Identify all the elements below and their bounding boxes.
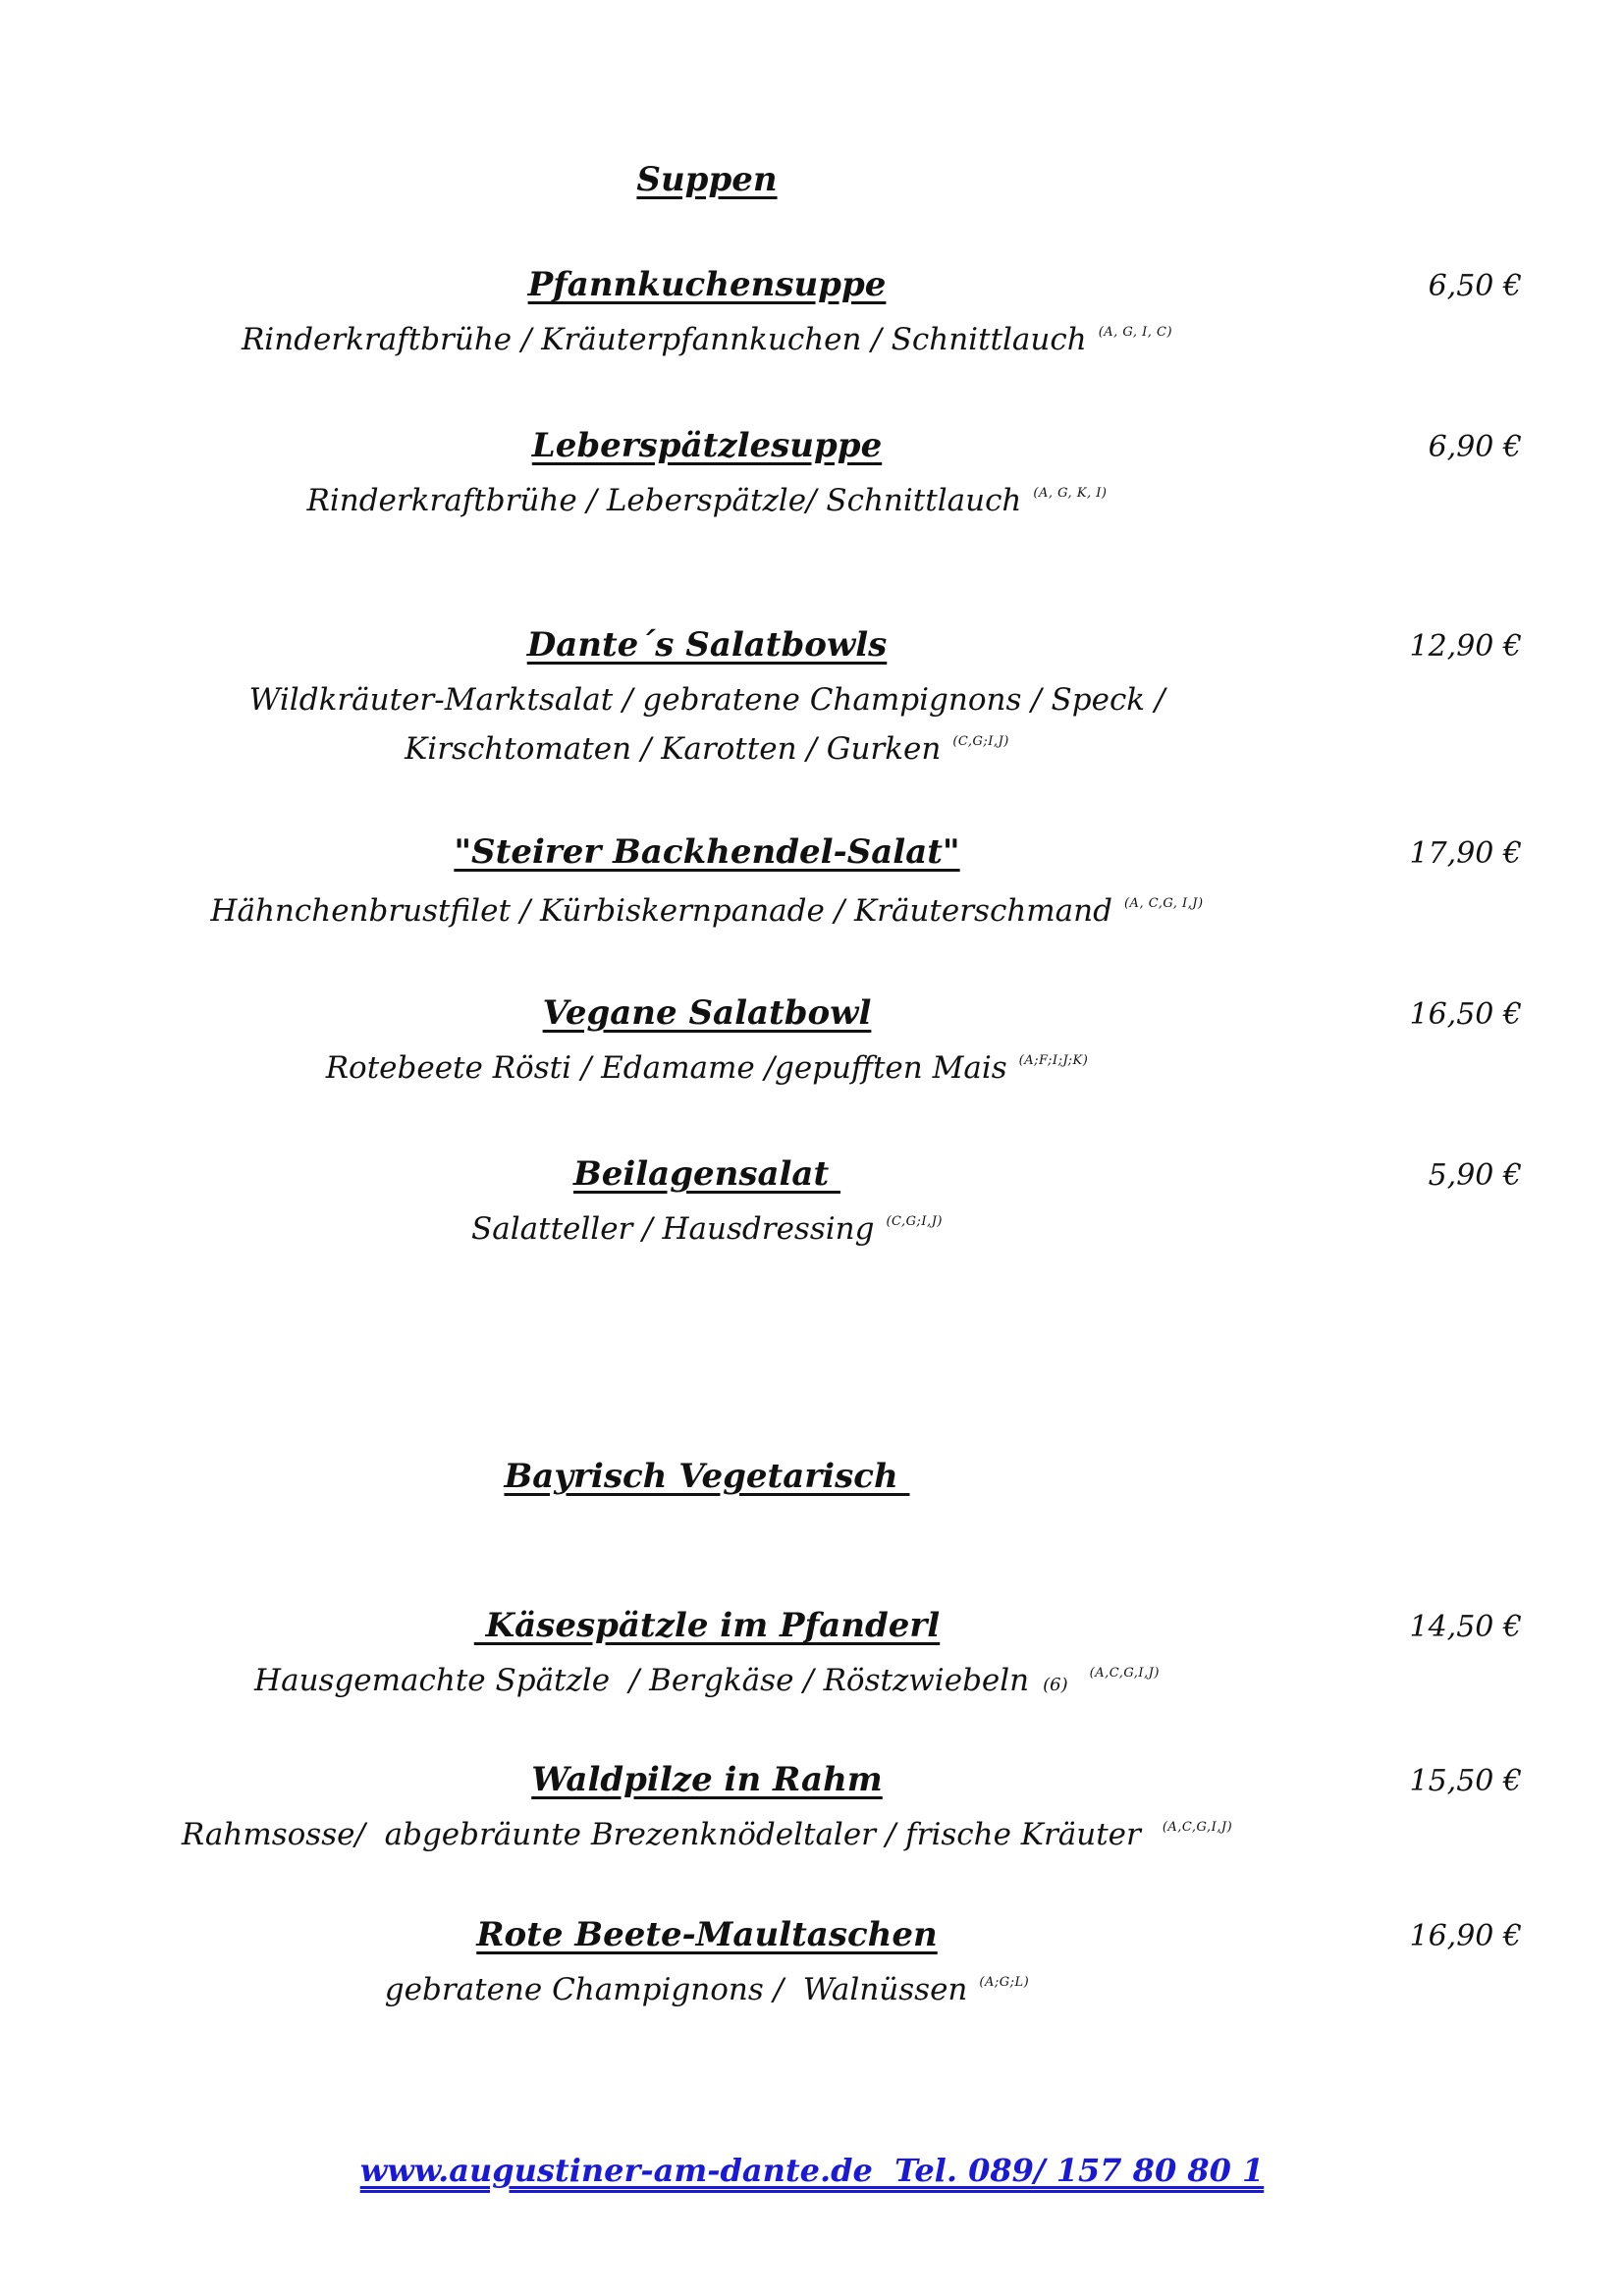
- section-title-bayrisch-vegetarisch: Bayrisch Vegetarisch: [504, 1457, 910, 1496]
- menu-item-description: Hausgemachte Spätzle / Bergkäse / Röstzwiebeln $(6)^{(A,C,G,I,J)}$: [254, 1663, 1160, 1698]
- menu-item-price: 6,50 €: [1428, 269, 1522, 303]
- allergen-codes: (A,C,G,I,J): [1089, 1666, 1160, 1681]
- allergen-codes: (A, G, I, C): [1098, 325, 1173, 340]
- footer-website-phone-link[interactable]: www.augustiner-am-dante.de Tel. 089/ 157 80 80 1: [359, 2152, 1265, 2189]
- menu-item-name: Beilagensalat: [572, 1154, 841, 1194]
- menu-item-price: 16,50 €: [1409, 997, 1522, 1032]
- menu-item-name: Dante´s Salatbowls: [526, 625, 888, 665]
- menu-item-description: Wildkräuter-Marktsalat / gebratene Champignons / Speck /: [248, 682, 1165, 718]
- menu-item-name: Käsespätzle im Pfanderl: [473, 1606, 941, 1645]
- allergen-codes: (A, C,G, I,J): [1123, 896, 1204, 911]
- menu-item-price: 17,90 €: [1409, 836, 1522, 871]
- allergen-codes: (C,G;I,J): [952, 734, 1009, 749]
- section-title-suppen: Suppen: [636, 160, 778, 199]
- allergen-codes: (A,C,G,I,J): [1162, 1820, 1233, 1835]
- menu-item-description: Rinderkraftbrühe / Kräuterpfannkuchen / Schnittlauch $^{(A, G, I, C)}$: [241, 322, 1173, 357]
- menu-item-price: 6,90 €: [1428, 430, 1522, 464]
- menu-item-price: 16,90 €: [1409, 1919, 1522, 1953]
- menu-item-description: gebratene Champignons / Walnüssen $^{(A;G;L)}$: [384, 1972, 1030, 2007]
- menu-item-name: Vegane Salatbowl: [542, 993, 872, 1033]
- allergen-codes: (A;G;L): [979, 1975, 1030, 1990]
- allergen-codes: (A;F;I;J;K): [1018, 1053, 1089, 1068]
- menu-item-description: Rinderkraftbrühe / Leberspätzle/ Schnittlauch $^{(A, G, K, I)}$: [306, 483, 1108, 518]
- menu-item-name: Leberspätzlesuppe: [531, 426, 883, 465]
- menu-item-name: "Steirer Backhendel-Salat": [454, 832, 960, 872]
- menu-item-price: 14,50 €: [1409, 1610, 1522, 1644]
- menu-item-price: 12,90 €: [1409, 629, 1522, 664]
- additive-note: (6): [1043, 1675, 1068, 1695]
- menu-item-description: Rotebeete Rösti / Edamame /gepufften Mais $^{(A;F;I;J;K)}$: [325, 1050, 1089, 1086]
- menu-item-description: Hähnchenbrustfilet / Kürbiskernpanade / Kräuterschmand $^{(A, C,G, I,J)}$: [210, 893, 1204, 929]
- menu-item-name: Pfannkuchensuppe: [527, 265, 887, 304]
- menu-item-price: 5,90 €: [1428, 1158, 1522, 1193]
- menu-item-description: Rahmsosse/ abgebräunte Brezenknödeltaler / frische Kräuter $^{(A,C,G,I,J)}$: [181, 1817, 1233, 1852]
- menu-item-name: Rote Beete-Maultaschen: [476, 1915, 938, 1954]
- allergen-codes: (C,G;I,J): [886, 1214, 943, 1229]
- menu-item-name: Waldpilze in Rahm: [531, 1760, 883, 1799]
- allergen-codes: (A, G, K, I): [1033, 486, 1108, 501]
- menu-item-description: Salatteller / Hausdressing $^{(C,G;I,J)}$: [471, 1211, 943, 1247]
- menu-item-price: 15,50 €: [1409, 1764, 1522, 1798]
- menu-item-description: Kirschtomaten / Karotten / Gurken $^{(C,G;I,J)}$: [405, 731, 1009, 767]
